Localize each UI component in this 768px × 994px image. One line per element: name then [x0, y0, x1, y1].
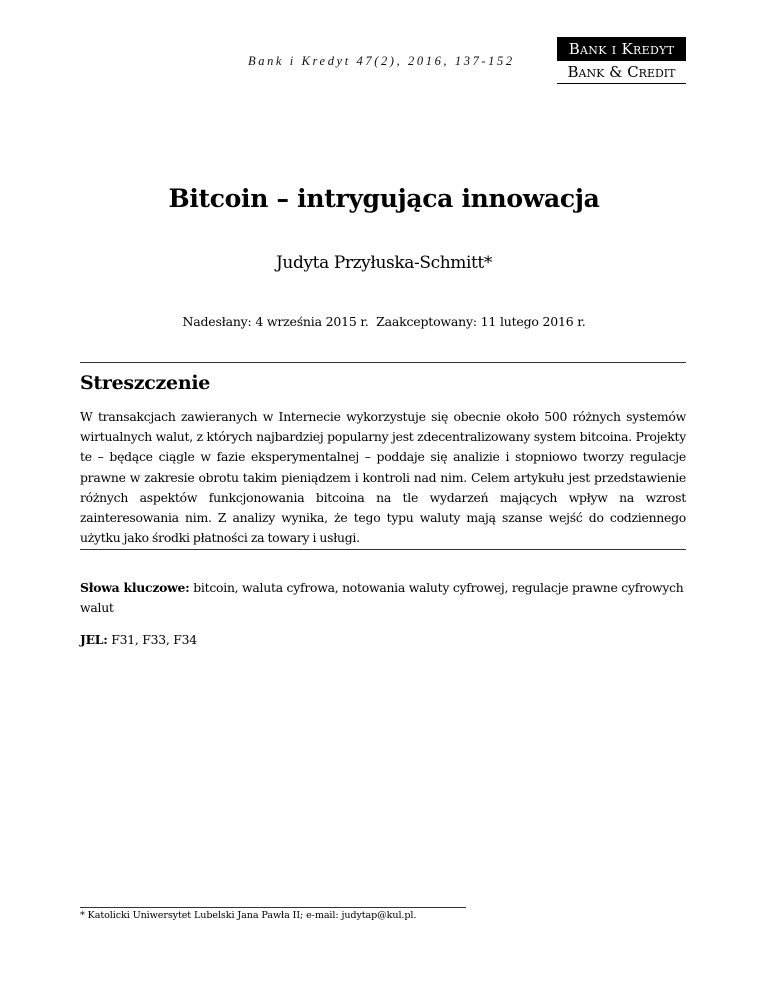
- divider-bottom: [80, 549, 686, 550]
- logo-line-polish: Bank i Kredyt: [557, 37, 686, 61]
- running-head: Bank i Kredyt 47(2), 2016, 137-152: [248, 54, 515, 68]
- accepted-date: Zaakceptowany: 11 lutego 2016 r.: [376, 314, 586, 329]
- article-author: Judyta Przyłuska-Schmitt*: [276, 253, 492, 273]
- submitted-date: Nadesłany: 4 września 2015 r.: [182, 314, 369, 329]
- divider-top: [80, 362, 686, 363]
- article-title: Bitcoin – intrygująca innowacja: [168, 184, 600, 213]
- logo-line-english: Bank & Credit: [557, 61, 686, 84]
- keywords-label: Słowa kluczowe:: [80, 580, 190, 595]
- keywords: [80, 578, 686, 618]
- keywords-text: bitcoin, waluta cyfrowa, notowania waluty cyfrowej, regulacje prawne cyfrowych walut: [80, 580, 684, 615]
- submission-dates: [0, 314, 768, 329]
- footnote-divider: [80, 907, 466, 908]
- abstract-text: W transakcjach zawieranych w Internecie wykorzystuje się obecnie około 500 różnych systemów wirtualnych walut, z których najbardziej popularny jest zdecentralizowany system bitcoina. Projekty te – będące ciągle w fazie eksperymentalnej – poddaje się analizie i stopniowo tworzy regulacje prawne w zakresie obrotu takim pieniądzem i kontroli nad nim. Celem artykułu jest przedstawienie różnych aspektów funkcjonowania bitcoina na tle wydarzeń mających wpływ na wzrost zainteresowania nim. Z analizy wynika, że tego typu waluty mają szanse wejść do codziennego użytku jako środki płatności za towary i usługi.: [80, 409, 686, 546]
- jel-label: JEL:: [80, 632, 108, 647]
- abstract-heading: Streszczenie: [80, 372, 211, 394]
- jel-codes: [80, 630, 686, 650]
- journal-logo: [557, 37, 686, 84]
- jel-text: F31, F33, F34: [111, 632, 197, 647]
- footnote: * Katolicki Uniwersytet Lubelski Jana Pawła II; e-mail: judytap@kul.pl.: [80, 910, 417, 921]
